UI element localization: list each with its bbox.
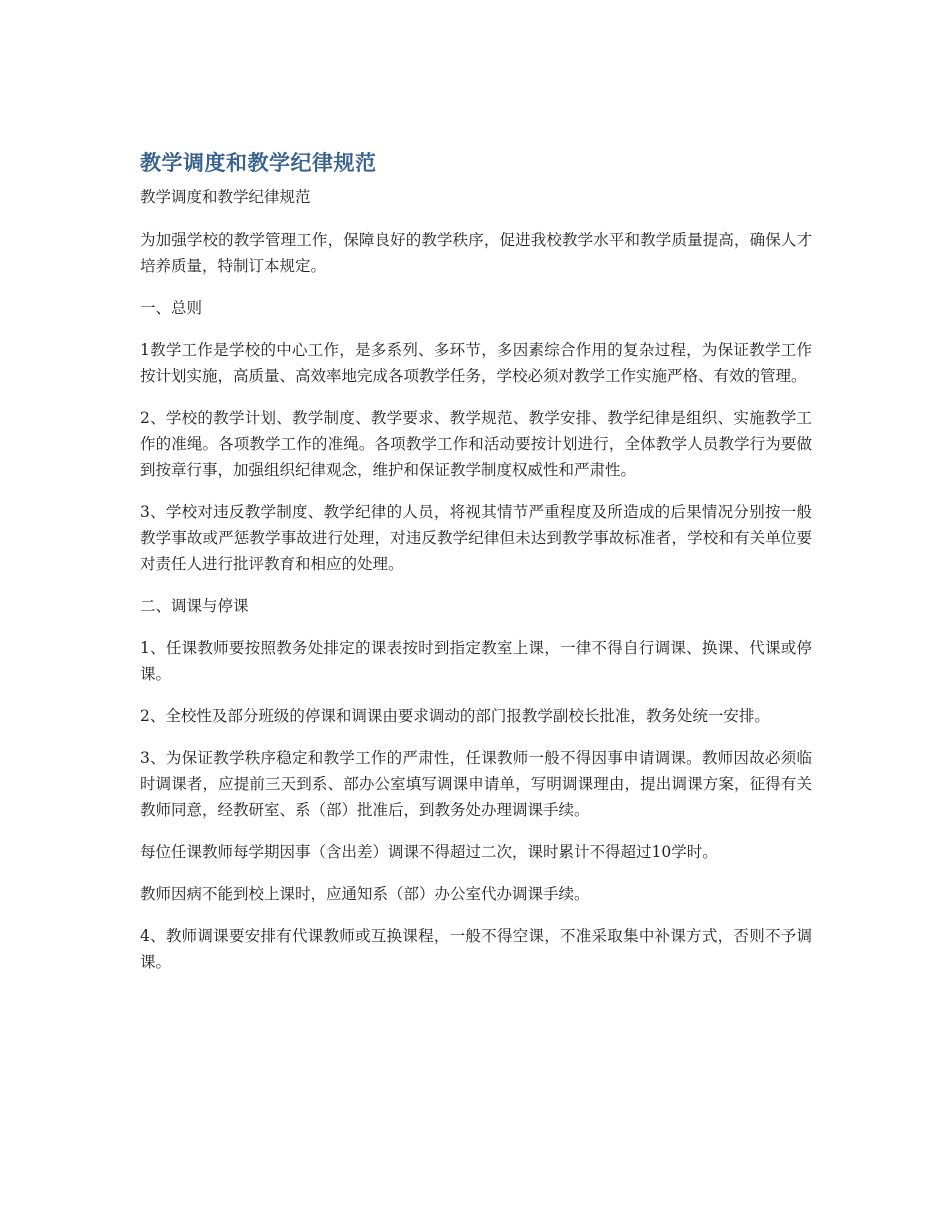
paragraph-schedule-sick: 教师因病不能到校上课时，应通知系（部）办公室代办调课手续。 — [140, 885, 590, 903]
section-heading-schedule: 二、调课与停课 — [140, 597, 249, 615]
paragraph-schedule-3: 3、为保证教学秩序稳定和教学工作的严肃性，任课教师一般不得因事申请调课。教师因故必须临时调课者，应提前三天到系、部办公室填写调课申请单，写明调课理由，提出调课方案，征得有关教师同意，经教研室、系（部）批准后，到教务处办理调课手续。 — [140, 749, 812, 819]
section-heading-general: 一、总则 — [140, 299, 203, 317]
paragraph-schedule-1: 1、任课教师要按照教务处排定的课表按时到指定教室上课，一律不得自行调课、换课、代课或停课。 — [140, 639, 812, 683]
paragraph-schedule-4: 4、教师调课要安排有代课教师或互换课程，一般不得空课，不准采取集中补课方式，否则不予调课。 — [140, 927, 812, 971]
paragraph-schedule-limit: 每位任课教师每学期因事（含出差）调课不得超过二次，课时累计不得超过10学时。 — [140, 843, 718, 861]
document-subtitle: 教学调度和教学纪律规范 — [140, 188, 311, 206]
paragraph-general-2: 2、学校的教学计划、教学制度、教学要求、教学规范、教学安排、教学纪律是组织、实施教学工作的准绳。各项教学工作的准绳。各项教学工作和活动要按计划进行，全体教学人员教学行为要做到按章行事，加强组织纪律观念，维护和保证教学制度权威性和严肃性。 — [140, 409, 812, 479]
paragraph-general-3: 3、学校对违反教学制度、教学纪律的人员，将视其情节严重程度及所造成的后果情况分别按一般教学事故或严惩教学事故进行处理，对违反教学纪律但未达到教学事故标准者，学校和有关单位要对责任人进行批评教育和相应的处理。 — [140, 503, 812, 573]
paragraph-general-1: 1教学工作是学校的中心工作，是多系列、多环节，多因素综合作用的复杂过程，为保证教学工作按计划实施，高质量、高效率地完成各项教学任务，学校必须对教学工作实施严格、有效的管理。 — [140, 341, 812, 385]
document-title: 教学调度和教学纪律规范 — [140, 151, 377, 175]
paragraph-schedule-2: 2、全校性及部分班级的停课和调课由要求调动的部门报教学副校长批准，教务处统一安排。 — [140, 707, 770, 725]
paragraph-intro: 为加强学校的教学管理工作，保障良好的教学秩序，促进我校教学水平和教学质量提高，确保人才培养质量，特制订本规定。 — [140, 231, 812, 275]
document-page — [140, 148, 812, 991]
